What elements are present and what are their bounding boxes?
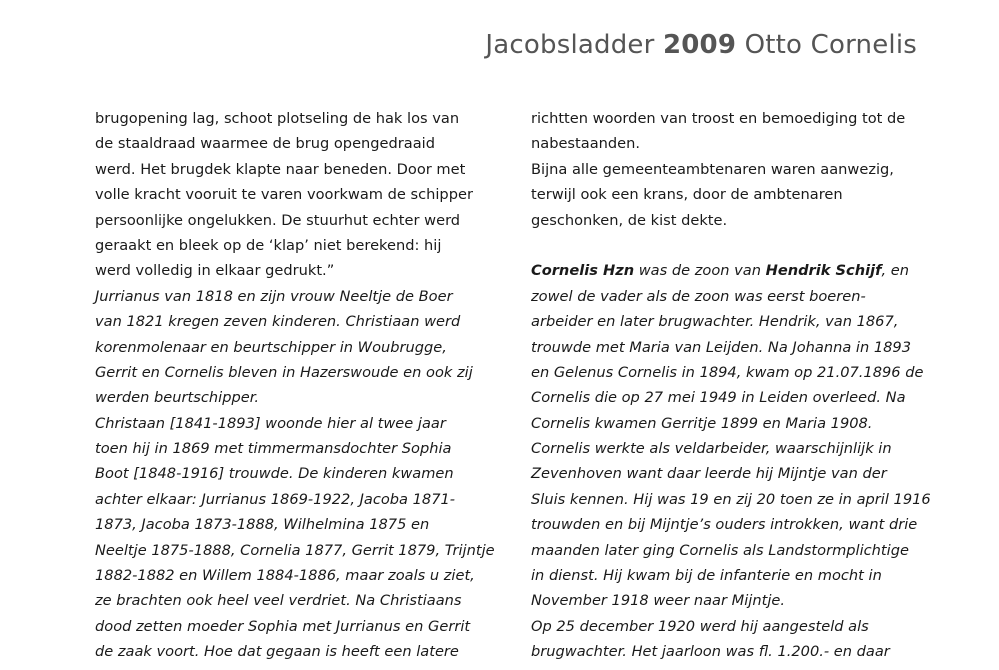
text-line: ze brachten ook heel veel verdriet. Na Christiaans xyxy=(95,592,462,610)
paragraph-gap xyxy=(531,233,931,258)
text-line: en Gelenus Cornelis in 1894, kwam op 21.07.1896 de xyxy=(531,363,924,381)
text-line: korenmolenaar en beurtschipper in Woubrugge, xyxy=(95,338,447,356)
text-line: November 1918 weer naar Mijntje. xyxy=(531,592,785,610)
text-line: Christaan [1841-1893] woonde hier al twee jaar xyxy=(95,414,446,432)
text-line: Cornelis werkte als veldarbeider, waarschijnlijk in xyxy=(531,440,892,458)
text-line: Neeltje 1875-1888, Cornelia 1877, Gerrit 1879, Trijntje xyxy=(95,541,495,559)
text-line: brugopening lag, schoot plotseling de hak los van xyxy=(95,110,460,127)
text-fragment: , en xyxy=(881,262,909,280)
left-column xyxy=(95,106,495,665)
header-title-prefix: Jacobsladder xyxy=(485,30,663,60)
text-line: werd volledig in elkaar gedrukt.” xyxy=(95,262,335,280)
page-header xyxy=(485,30,917,60)
text-line: van 1821 kregen zeven kinderen. Christiaan werd xyxy=(95,313,461,331)
text-line: toen hij in 1869 met timmermansdochter Sophia xyxy=(95,440,452,458)
text-line: geschonken, de kist dekte. xyxy=(531,211,728,229)
text-line: werden beurtschipper. xyxy=(95,389,259,407)
text-line: 1873, Jacoba 1873-1888, Wilhelmina 1875 en xyxy=(95,516,430,534)
text-line: Zevenhoven want daar leerde hij Mijntje van der xyxy=(531,465,887,483)
text-line: volle kracht vooruit te varen voorkwam de schipper xyxy=(95,186,473,204)
text-line: Cornelis die op 27 mei 1949 in Leiden overleed. Na xyxy=(531,389,906,407)
text-line: maanden later ging Cornelis als Landstormplichtige xyxy=(531,541,909,559)
text-line: persoonlijke ongelukken. De stuurhut echter werd xyxy=(95,211,461,229)
text-line: Cornelis kwamen Gerritje 1899 en Maria 1908. xyxy=(531,414,873,432)
text-line: werd. Het brugdek klapte naar beneden. Door met xyxy=(95,160,466,178)
text-line: nabestaanden. xyxy=(531,135,641,153)
header-title-suffix: Otto Cornelis xyxy=(736,30,917,60)
text-line: trouwden en bij Mijntje’s ouders introkken, want drie xyxy=(531,516,918,534)
text-line: terwijl ook een krans, door de ambtenaren xyxy=(531,186,843,204)
text-line: Bijna alle gemeenteambtenaren waren aanwezig, xyxy=(531,160,894,178)
right-column xyxy=(531,106,931,665)
text-line: arbeider en later brugwachter. Hendrik, van 1867, xyxy=(531,313,899,331)
person-name-hendrik: Hendrik Schijf xyxy=(765,262,882,280)
text-line: zowel de vader als de zoon was eerst boeren- xyxy=(531,287,866,305)
text-line: 1882-1882 en Willem 1884-1886, maar zoals u ziet, xyxy=(95,567,475,585)
text-line: in dienst. Hij kwam bij de infanterie en mocht in xyxy=(531,567,882,585)
text-line: brugwachter. Het jaarloon was fl. 1.200.- en daar xyxy=(531,643,890,661)
text-line: geraakt en bleek op de ‘klap’ niet berekend: hij xyxy=(95,236,442,254)
text-line: Boot [1848-1916] trouwde. De kinderen kwamen xyxy=(95,465,454,483)
text-line: dood zetten moeder Sophia met Jurrianus en Gerrit xyxy=(95,617,471,635)
text-line: Op 25 december 1920 werd hij aangesteld als xyxy=(531,617,869,635)
text-line: Gerrit en Cornelis bleven in Hazerswoude en ook zij xyxy=(95,363,473,381)
text-fragment: was de zoon van xyxy=(634,262,766,280)
header-year: 2009 xyxy=(662,30,737,60)
text-line: achter elkaar: Jurrianus 1869-1922, Jacoba 1871- xyxy=(95,490,456,508)
text-line: Jurrianus van 1818 en zijn vrouw Neeltje de Boer xyxy=(95,287,453,305)
text-line: trouwde met Maria van Leijden. Na Johanna in 1893 xyxy=(531,338,911,356)
text-line: de zaak voort. Hoe dat gegaan is heeft een latere xyxy=(95,643,459,661)
text-line: de staaldraad waarmee de brug opengedraaid xyxy=(95,135,436,153)
text-line: richtten woorden van troost en bemoediging tot de xyxy=(531,110,906,127)
person-name-cornelis: Cornelis Hzn xyxy=(531,262,635,280)
text-line: Sluis kennen. Hij was 19 en zij 20 toen ze in april 1916 xyxy=(531,490,931,508)
text-line xyxy=(531,258,931,283)
